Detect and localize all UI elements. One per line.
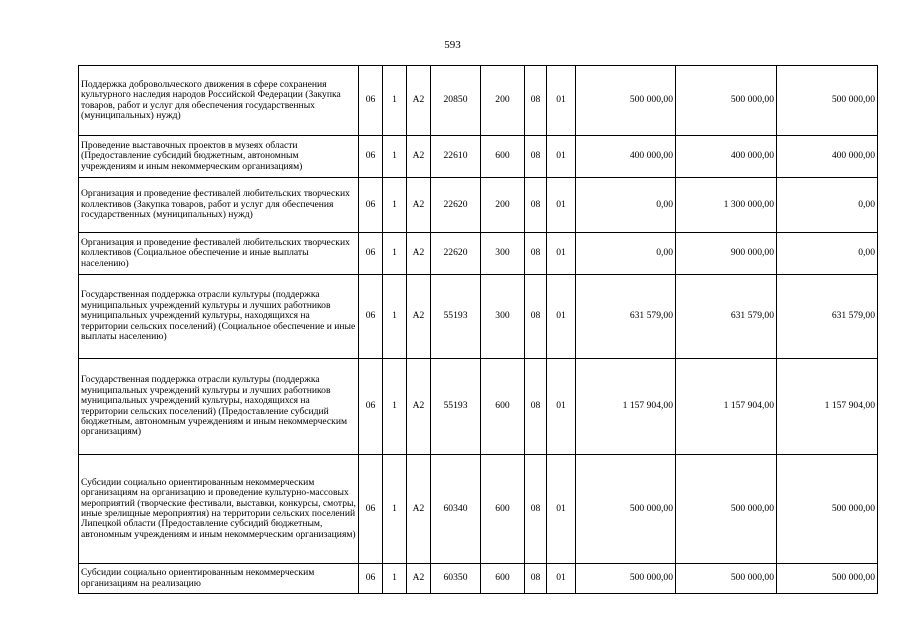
code-cell: А2 — [407, 178, 431, 233]
code-cell: 55193 — [431, 359, 481, 455]
code-cell: 200 — [481, 178, 525, 233]
code-cell: А2 — [407, 564, 431, 594]
item-description: Государственная поддержка отрасли культуры (поддержка муниципальных учреждений культуры и лучших работников муниципальных учреждений культуры, находящихся на территории сельских поселений) (Социальное обеспечение и иные выплаты населению) — [79, 275, 359, 359]
amount-cell: 0,00 — [777, 233, 878, 275]
code-cell: 06 — [359, 66, 383, 136]
code-cell: 55193 — [431, 275, 481, 359]
code-cell: 08 — [525, 66, 547, 136]
code-cell: А2 — [407, 233, 431, 275]
code-cell: 06 — [359, 136, 383, 178]
code-cell: 600 — [481, 359, 525, 455]
code-cell: 1 — [383, 136, 407, 178]
code-cell: 08 — [525, 233, 547, 275]
page-number: 593 — [444, 39, 461, 51]
code-cell: 08 — [525, 178, 547, 233]
code-cell: 08 — [525, 455, 547, 564]
code-cell: А2 — [407, 359, 431, 455]
amount-cell: 400 000,00 — [576, 136, 676, 178]
code-cell: 300 — [481, 233, 525, 275]
code-cell: 01 — [547, 564, 576, 594]
amount-cell: 631 579,00 — [576, 275, 676, 359]
code-cell: А2 — [407, 275, 431, 359]
amount-cell: 900 000,00 — [676, 233, 777, 275]
code-cell: 01 — [547, 275, 576, 359]
item-description: Проведение выставочных проектов в музеях области (Предоставление субсидий бюджетным, автономным учреждениям и иным некоммерческим организациям) — [79, 136, 359, 178]
code-cell: 600 — [481, 564, 525, 594]
code-cell: 60340 — [431, 455, 481, 564]
code-cell: 22620 — [431, 233, 481, 275]
code-cell: 01 — [547, 233, 576, 275]
code-cell: 06 — [359, 455, 383, 564]
amount-cell: 500 000,00 — [576, 66, 676, 136]
code-cell: 1 — [383, 359, 407, 455]
table-row — [79, 564, 878, 594]
amount-cell: 631 579,00 — [777, 275, 878, 359]
code-cell: 01 — [547, 455, 576, 564]
amount-cell: 500 000,00 — [676, 455, 777, 564]
amount-cell: 631 579,00 — [676, 275, 777, 359]
code-cell: 06 — [359, 275, 383, 359]
code-cell: 600 — [481, 136, 525, 178]
table-row — [79, 275, 878, 359]
code-cell: 22610 — [431, 136, 481, 178]
amount-cell: 400 000,00 — [777, 136, 878, 178]
item-description: Организация и проведение фестивалей любительских творческих коллективов (Социальное обеспечение и иные выплаты населению) — [79, 233, 359, 275]
code-cell: А2 — [407, 455, 431, 564]
code-cell: 08 — [525, 136, 547, 178]
table-row — [79, 455, 878, 564]
amount-cell: 0,00 — [576, 233, 676, 275]
code-cell: 1 — [383, 455, 407, 564]
code-cell: 1 — [383, 178, 407, 233]
code-cell: 01 — [547, 359, 576, 455]
amount-cell: 1 157 904,00 — [676, 359, 777, 455]
item-description: Организация и проведение фестивалей любительских творческих коллективов (Закупка товаров, работ и услуг для обеспечения государственных (муниципальных) нужд) — [79, 178, 359, 233]
table-row — [79, 233, 878, 275]
code-cell: 600 — [481, 455, 525, 564]
code-cell: 06 — [359, 233, 383, 275]
amount-cell: 1 300 000,00 — [676, 178, 777, 233]
item-description: Субсидии социально ориентированным некоммерческим организациям на реализацию — [79, 564, 359, 594]
code-cell: 22620 — [431, 178, 481, 233]
code-cell: 1 — [383, 275, 407, 359]
code-cell: А2 — [407, 136, 431, 178]
code-cell: А2 — [407, 66, 431, 136]
amount-cell: 500 000,00 — [777, 66, 878, 136]
amount-cell: 400 000,00 — [676, 136, 777, 178]
amount-cell: 0,00 — [576, 178, 676, 233]
table-row — [79, 178, 878, 233]
code-cell: 200 — [481, 66, 525, 136]
amount-cell: 0,00 — [777, 178, 878, 233]
code-cell: 01 — [547, 66, 576, 136]
table-row — [79, 66, 878, 136]
amount-cell: 500 000,00 — [777, 564, 878, 594]
item-description: Субсидии социально ориентированным некоммерческим организациям на организацию и проведение культурно-массовых мероприятий (творческие фестивали, выставки, конкурсы, смотры, иные зрелищные мероприятия) на территории сельских поселений Липецкой области (Предоставление субсидий бюджетным, автономным учреждениям и иным некоммерческим организациям) — [79, 455, 359, 564]
amount-cell: 500 000,00 — [576, 564, 676, 594]
amount-cell: 1 157 904,00 — [576, 359, 676, 455]
code-cell: 01 — [547, 136, 576, 178]
code-cell: 1 — [383, 233, 407, 275]
budget-table — [78, 65, 878, 594]
item-description: Поддержка добровольческого движения в сфере сохранения культурного наследия народов Российской Федерации (Закупка товаров, работ и услуг для обеспечения государственных (муниципальных) нужд) — [79, 66, 359, 136]
table-row — [79, 136, 878, 178]
amount-cell: 500 000,00 — [576, 455, 676, 564]
code-cell: 06 — [359, 359, 383, 455]
code-cell: 1 — [383, 66, 407, 136]
table-row — [79, 359, 878, 455]
code-cell: 60350 — [431, 564, 481, 594]
code-cell: 08 — [525, 564, 547, 594]
item-description: Государственная поддержка отрасли культуры (поддержка муниципальных учреждений культуры и лучших работников муниципальных учреждений культуры, находящихся на территории сельских поселений) (Предоставление субсидий бюджетным, автономным учреждениям и иным некоммерческим организациям) — [79, 359, 359, 455]
code-cell: 01 — [547, 178, 576, 233]
code-cell: 08 — [525, 359, 547, 455]
amount-cell: 500 000,00 — [777, 455, 878, 564]
amount-cell: 1 157 904,00 — [777, 359, 878, 455]
code-cell: 08 — [525, 275, 547, 359]
amount-cell: 500 000,00 — [676, 66, 777, 136]
code-cell: 20850 — [431, 66, 481, 136]
amount-cell: 500 000,00 — [676, 564, 777, 594]
code-cell: 06 — [359, 178, 383, 233]
code-cell: 06 — [359, 564, 383, 594]
code-cell: 300 — [481, 275, 525, 359]
code-cell: 1 — [383, 564, 407, 594]
